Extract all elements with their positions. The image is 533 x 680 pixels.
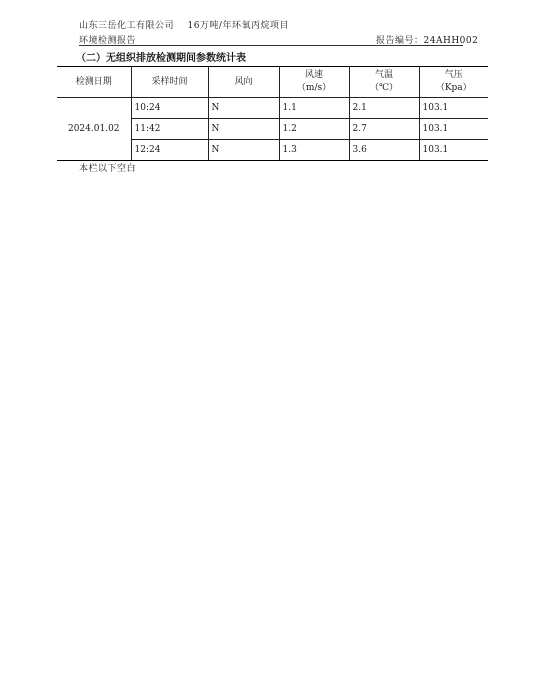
time-cell: 11:42 xyxy=(131,119,208,140)
header-date: 检测日期 xyxy=(57,67,131,98)
wind-speed-cell: 1.3 xyxy=(279,140,349,161)
pressure-cell: 103.1 xyxy=(419,140,488,161)
header-rule xyxy=(79,45,463,46)
table-header-row xyxy=(57,67,488,98)
date-cell: 2024.01.02 xyxy=(57,98,131,161)
report-number-value: 24AHH002 xyxy=(423,36,479,46)
parameter-table xyxy=(57,66,488,161)
blank-below-note: 本栏以下空白 xyxy=(79,164,137,174)
header-temperature: 气温 （℃） xyxy=(349,67,419,98)
header-line-1 xyxy=(79,18,289,31)
header-wind-speed: 风速 （m/s） xyxy=(279,67,349,98)
header-time: 采样时间 xyxy=(131,67,208,98)
wind-direction-cell: N xyxy=(208,119,279,140)
temperature-unit: （℃） xyxy=(369,83,399,93)
section-title: （二）无组织排放检测期间参数统计表 xyxy=(76,53,246,64)
wind-direction-cell: N xyxy=(208,98,279,119)
header-wind-direction: 风向 xyxy=(208,67,279,98)
report-type: 环境检测报告 xyxy=(79,36,137,46)
header-pressure: 气压 （Kpa） xyxy=(419,67,488,98)
temperature-cell: 2.1 xyxy=(349,98,419,119)
wind-speed-unit: （m/s） xyxy=(296,83,332,93)
report-number-label: 报告编号： xyxy=(376,36,424,46)
company-name: 山东三岳化工有限公司 xyxy=(79,21,175,31)
temperature-cell: 2.7 xyxy=(349,119,419,140)
time-cell: 10:24 xyxy=(131,98,208,119)
project-name: 16万吨/年环氧丙烷项目 xyxy=(187,21,289,31)
pressure-cell: 103.1 xyxy=(419,119,488,140)
pressure-unit: （Kpa） xyxy=(435,83,472,93)
pressure-cell: 103.1 xyxy=(419,98,488,119)
wind-speed-cell: 1.2 xyxy=(279,119,349,140)
wind-speed-cell: 1.1 xyxy=(279,98,349,119)
wind-direction-cell: N xyxy=(208,140,279,161)
temperature-cell: 3.6 xyxy=(349,140,419,161)
time-cell: 12:24 xyxy=(131,140,208,161)
table-row xyxy=(57,98,488,119)
